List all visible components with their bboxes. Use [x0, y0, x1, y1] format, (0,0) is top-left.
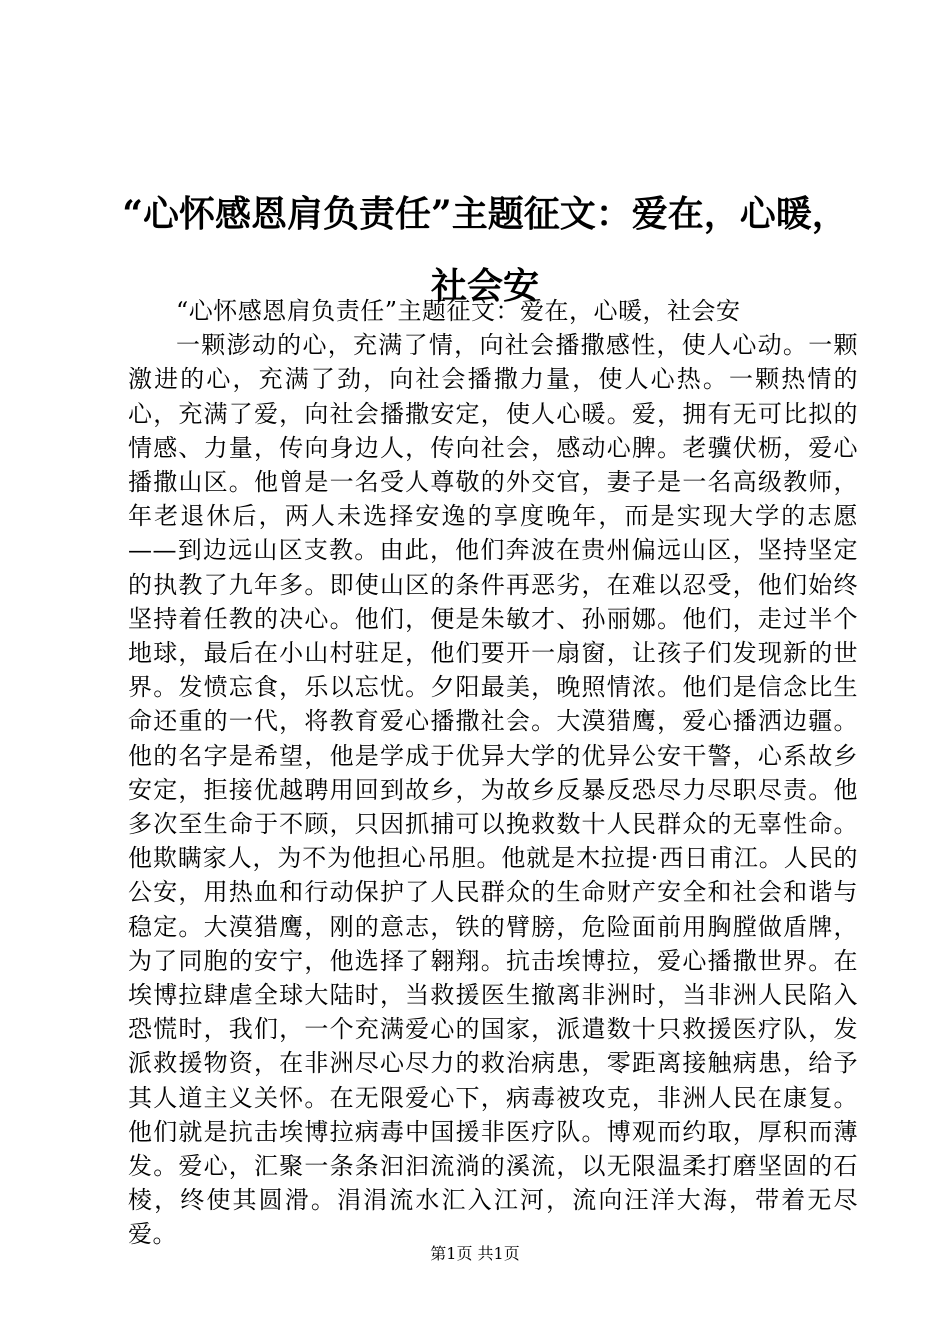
page-footer: 第1页 共1页	[430, 1244, 520, 1263]
document-subtitle: “心怀感恩肩负责任”主题征文：爱在，心暖，社会安	[176, 297, 741, 325]
document-title: “心怀感恩肩负责任”主题征文：爱在，心暖，社会安	[122, 193, 848, 307]
body-paragraph: 一颗澎动的心，充满了情，向社会播撒感性，使人心动。一颗激进的心，充满了劲，向社会播撒力量，使人心热。一颗热情的心，充满了爱，向社会播撒安定，使人心暖。爱，拥有无可比拟的情感、力量，传向身边人，传向社会，感动心脾。老骥伏枥，爱心播撒山区。他曾是一名受人尊敬的外交官，妻子是一名高级教师，年老退休后，两人未选择安逸的享度晚年，而是实现大学的志愿——到边远山区支教。由此，他们奔波在贵州偏远山区，坚持坚定的执教了九年多。即使山区的条件再恶劣，在难以忍受，他们始终坚持着任教的决心。他们，便是朱敏才、孙丽娜。他们，走过半个地球，最后在小山村驻足，他们要开一扇窗，让孩子们发现新的世界。发愤忘食，乐以忘忧。夕阳最美，晚照情浓。他们是信念比生命还重的一代，将教育爱心播撒社会。大漠猎鹰，爱心播洒边疆。他的名字是希望，他是学成于优异大学的优异公安干警，心系故乡安定，拒接优越聘用回到故乡，为故乡反暴反恐尽力尽职尽责。他多次至生命于不顾，只因抓捕可以挽救数十人民群众的无辜性命。他欺瞒家人，为不为他担心吊胆。他就是木拉提·西日甫江。人民的公安，用热血和行动保护了人民群众的生命财产安全和社会和谐与稳定。大漠猎鹰，刚的意志，铁的臂膀，危险面前用胸膛做盾牌，为了同胞的安宁，他选择了翱翔。抗击埃博拉，爱心播撒世界。在埃博拉肆虐全球大陆时，当救援医生撤离非洲时，当非洲人民陷入恐慌时，我们，一个充满爱心的国家，派遣数十只救援医疗队，发派救援物资，在非洲尽心尽力的救治病患，零距离接触病患，给予其人道主义关怀。在无限爱心下，病毒被攻克，非洲人民在康复。他们就是抗击埃博拉病毒中国援非医疗队。博观而约取，厚积而薄发。爱心，汇聚一条条汩汩流淌的溪流，以无限温柔打磨坚固的石棱，终使其圆滑。涓涓流水汇入江河，流向汪洋大海，带着无尽爱。	[128, 331, 858, 1249]
document-body	[128, 294, 858, 1252]
